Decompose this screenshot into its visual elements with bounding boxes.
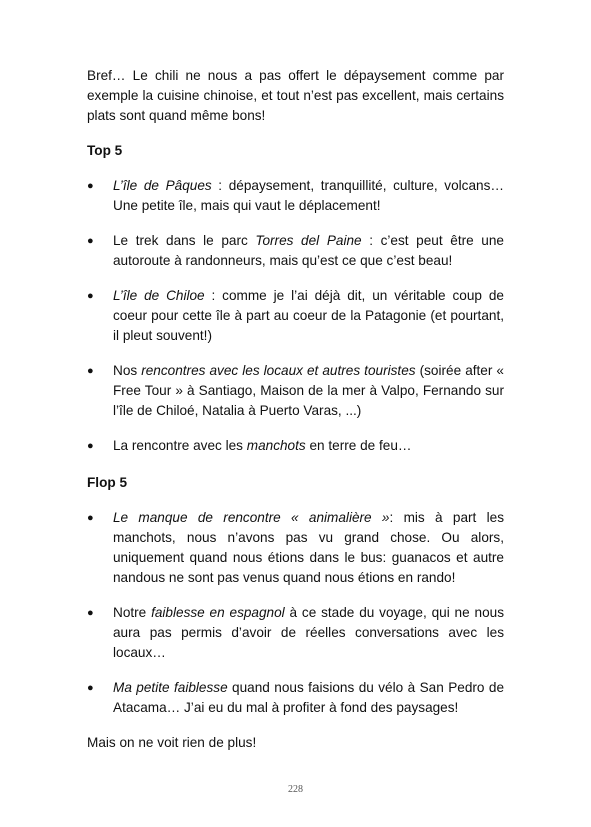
list-item — [87, 603, 504, 663]
bullet-icon: ● — [87, 365, 94, 377]
item-emphasis: rencontres avec les locaux et autres touristes — [141, 363, 416, 378]
item-emphasis: manchots — [246, 438, 306, 453]
page-content — [87, 66, 504, 753]
list-item — [87, 436, 504, 456]
item-prefix: Nos — [113, 363, 142, 378]
item-text: (soirée after « Free Tour » à Santiago, Maison de la mer à Valpo, Fernando sur l’île de Chiloé, Natalia à Puerto Varas, ...) — [113, 363, 504, 418]
bullet-icon: ● — [87, 682, 94, 694]
bullet-icon: ● — [87, 235, 94, 247]
bullet-icon: ● — [87, 180, 94, 192]
item-prefix: La rencontre avec les — [113, 438, 247, 453]
list-item — [87, 286, 504, 346]
top-list — [87, 176, 504, 456]
bullet-icon: ● — [87, 290, 94, 302]
outro-paragraph: Mais on ne voit rien de plus! — [87, 735, 257, 750]
item-text: : dépaysement, tranquillité, culture, volcans… Une petite île, mais qui vaut le déplacement! — [113, 178, 504, 213]
flop-list — [87, 508, 504, 718]
bullet-icon: ● — [87, 607, 94, 619]
list-item — [87, 361, 504, 421]
item-emphasis: L’île de Pâques — [113, 178, 212, 193]
item-emphasis: Ma petite faiblesse — [113, 680, 228, 695]
bullet-icon: ● — [87, 512, 94, 524]
item-text: en terre de feu… — [305, 438, 412, 453]
item-text: : c’est peut être une autoroute à randonneurs, mais qu’est ce que c’est beau! — [113, 233, 504, 268]
list-item — [87, 176, 504, 216]
bullet-icon: ● — [87, 440, 94, 452]
item-emphasis: L’île de Chiloe — [113, 288, 205, 303]
item-text: quand nous faisions du vélo à San Pedro de Atacama… J’ai eu du mal à profiter à fond des paysages! — [113, 680, 505, 715]
list-item — [87, 508, 504, 588]
intro-paragraph: Bref… Le chili ne nous a pas offert le dépaysement comme par exemple la cuisine chinoise, et tout n’est pas excellent, mais certains plats sont quand même bons! — [87, 68, 504, 123]
list-item — [87, 231, 504, 271]
top-heading: Top 5 — [87, 143, 123, 158]
item-prefix: Le trek dans le parc — [113, 233, 256, 248]
item-text: : mis à part les manchots, nous n’avons pas vu grand chose. Ou alors, uniquement quand nous étions dans le bus: guanacos et autre nandous ne sont pas venus quand nous étions en rando! — [113, 510, 504, 585]
page-number: 228 — [288, 784, 303, 795]
item-emphasis: faiblesse en espagnol — [151, 605, 285, 620]
item-emphasis: Torres del Paine — [255, 233, 362, 248]
item-emphasis: Le manque de rencontre « animalière » — [113, 510, 390, 525]
item-text: : comme je l’ai déjà dit, un véritable coup de coeur pour cette île à part au coeur de la Patagonie (et pourtant, il pleut souvent!) — [113, 288, 504, 343]
list-item — [87, 678, 504, 718]
flop-heading: Flop 5 — [87, 475, 128, 490]
item-text: à ce stade du voyage, qui ne nous aura pas permis d’avoir de réelles conversations avec les locaux… — [113, 605, 504, 660]
item-prefix: Notre — [113, 605, 152, 620]
